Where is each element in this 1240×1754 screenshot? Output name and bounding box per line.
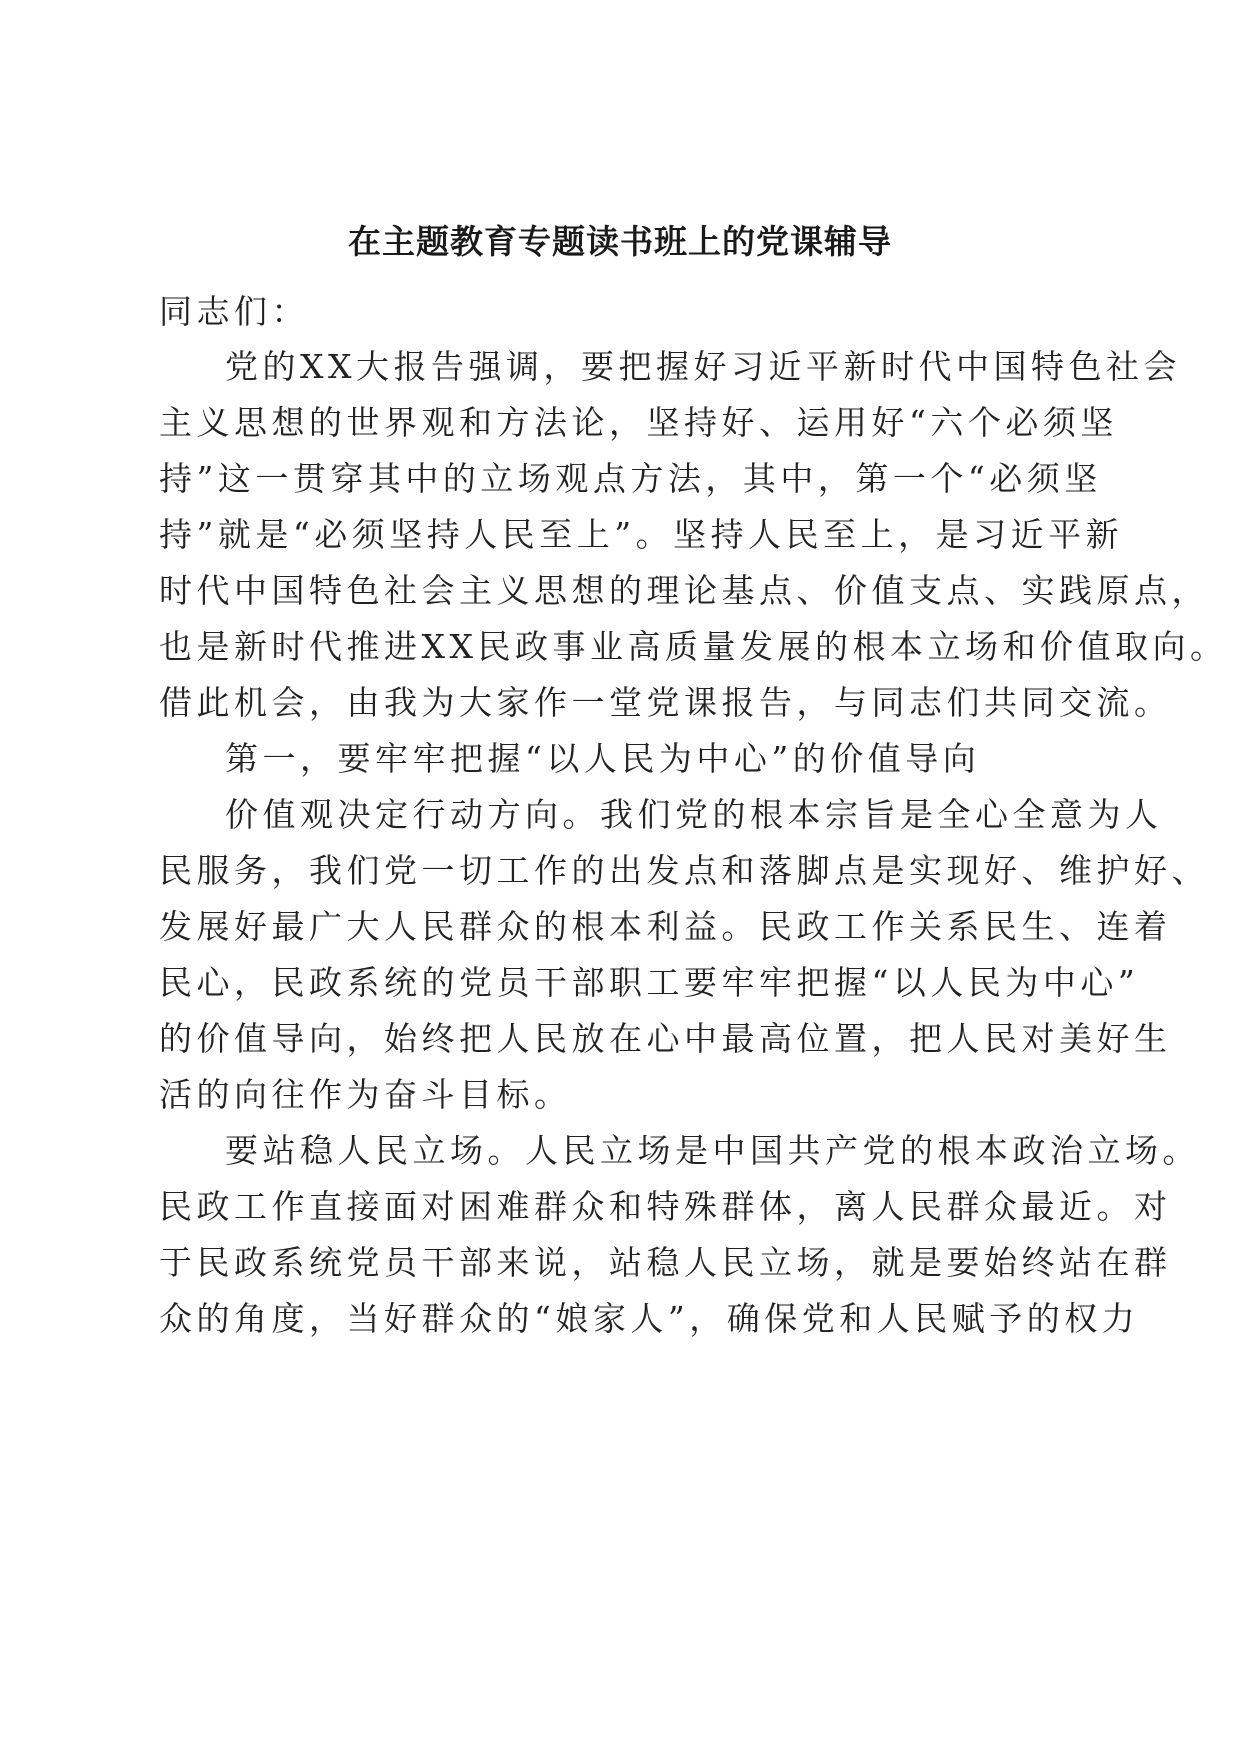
body-line-5: 时代中国特色社会主义思想的理论基点、价值支点、实践原点， [159,571,1209,610]
body-line-2: 主义思想的世界观和方法论，坚持好、运用好“六个必须坚 [159,403,1118,442]
body-line-3: 持”这一贯穿其中的立场观点方法，其中，第一个“必须坚 [159,459,1102,498]
body-line-13: 的价值导向，始终把人民放在心中最高位置，把人民对美好生 [159,1019,1172,1058]
body-line-7: 借此机会，由我为大家作一堂党课报告，与同志们共同交流。 [159,683,1172,722]
body-line-16: 民政工作直接面对困难群众和特殊群体，离人民群众最近。对 [159,1187,1172,1226]
body-line-1: 党的XX大报告强调，要把握好习近平新时代中国特色社会 [225,347,1181,386]
salutation-line: 同志们： [159,292,309,331]
body-line-10: 民服务，我们党一切工作的出发点和落脚点是实现好、维护好、 [159,851,1209,890]
body-line-9: 价值观决定行动方向。我们党的根本宗旨是全心全意为人 [225,795,1163,834]
body-line-18: 众的角度，当好群众的“娘家人”，确保党和人民赋予的权力 [159,1299,1140,1338]
body-line-14: 活的向往作为奋斗目标。 [159,1075,572,1114]
document-title: 在主题教育专题读书班上的党课辅导 [348,222,892,261]
body-line-12: 民心，民政系统的党员干部职工要牢牢把握“以人民为中心” [159,963,1140,1002]
body-line-4: 持”就是“必须坚持人民至上”。坚持人民至上，是习近平新 [159,515,1124,554]
section-heading-1: 第一，要牢牢把握“以人民为中心”的价值导向 [225,739,981,778]
body-line-11: 发展好最广大人民群众的根本利益。民政工作关系民生、连着 [159,907,1172,946]
body-line-15: 要站稳人民立场。人民立场是中国共产党的根本政治立场。 [225,1131,1200,1170]
body-line-17: 于民政系统党员干部来说，站稳人民立场，就是要始终站在群 [159,1243,1172,1282]
body-line-6: 也是新时代推进XX民政事业高质量发展的根本立场和价值取向。 [159,627,1228,666]
